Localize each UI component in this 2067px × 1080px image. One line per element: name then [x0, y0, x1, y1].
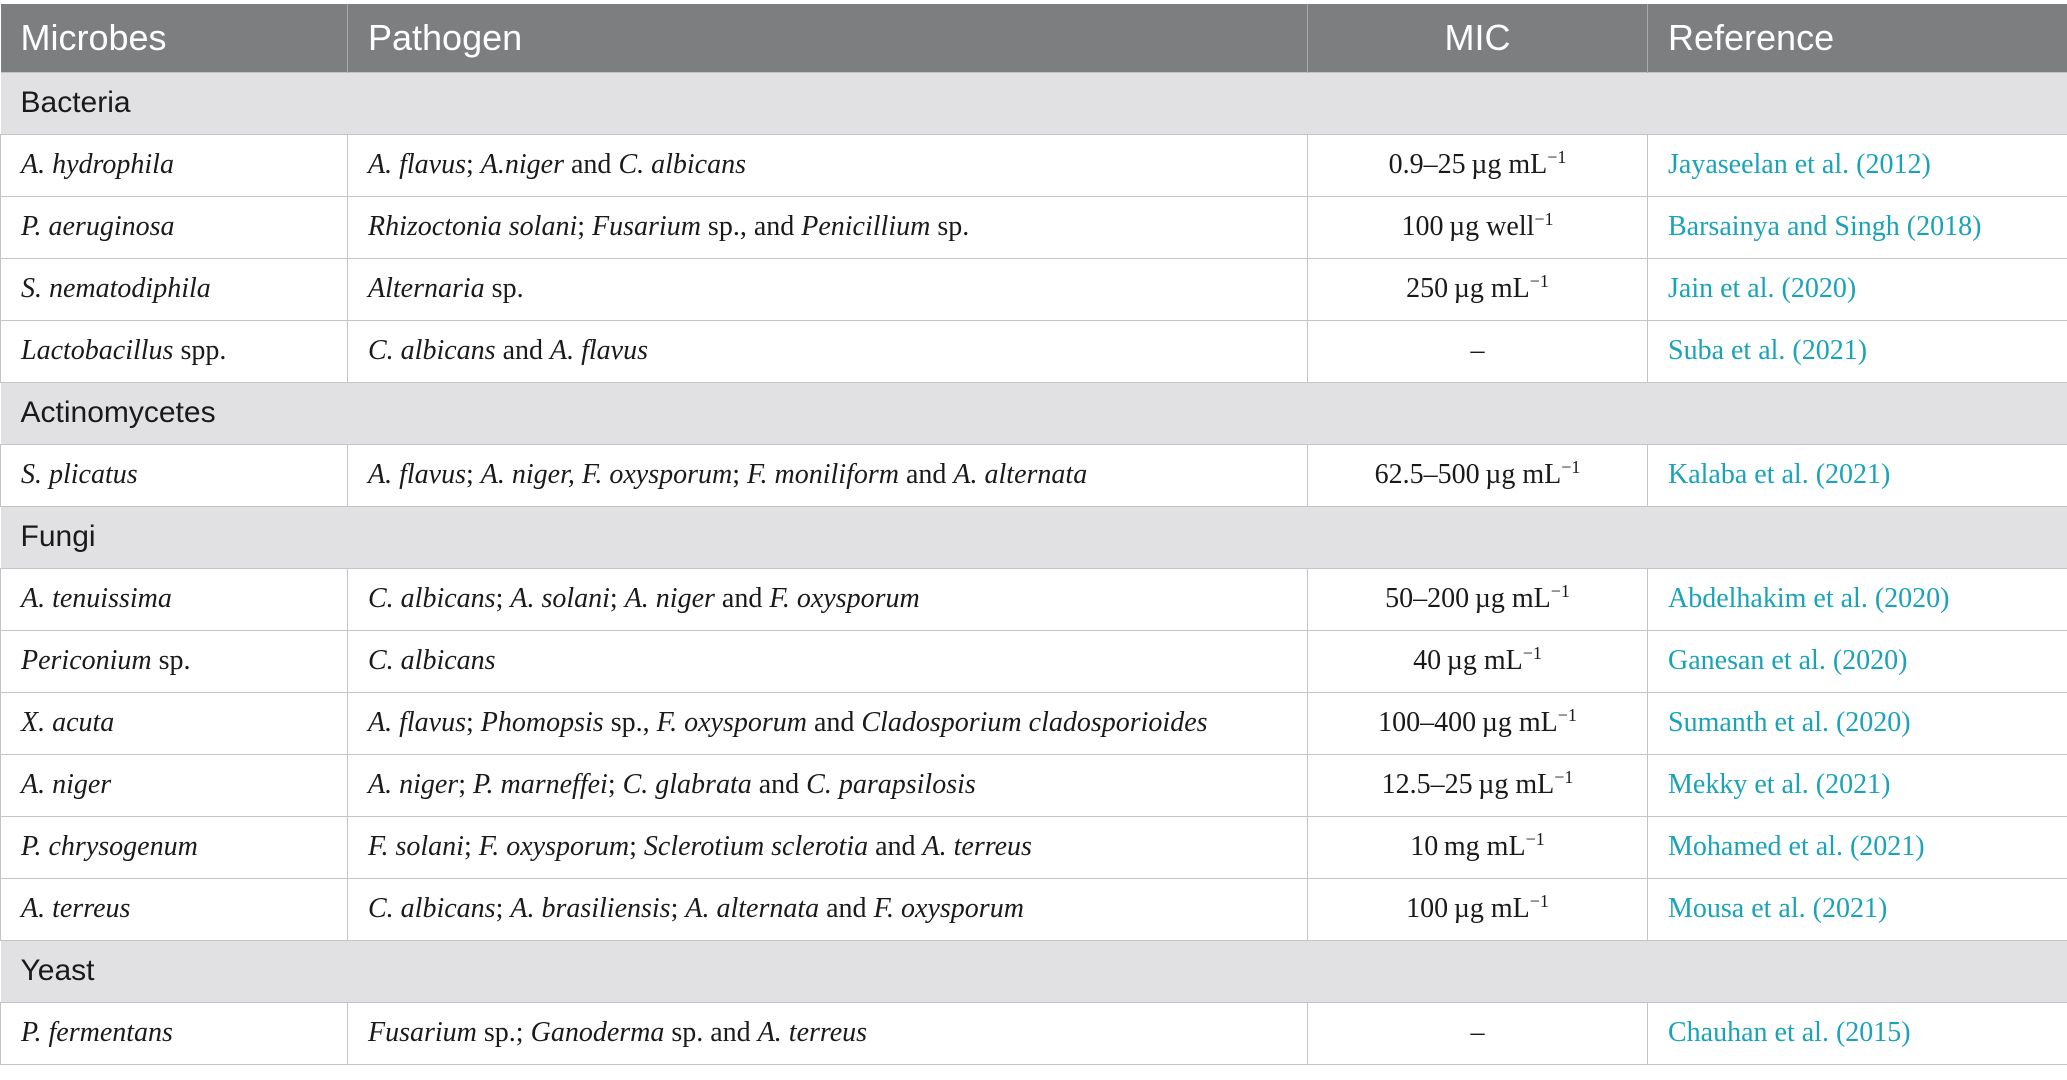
text-run: S. nematodiphila [21, 273, 211, 304]
text-run: C. albicans [368, 335, 496, 366]
pathogen-cell [348, 878, 1308, 940]
text-run: P. chrysogenum [21, 831, 198, 862]
mic-cell [1308, 878, 1648, 940]
pathogen-cell [348, 258, 1308, 320]
text-run: ; [607, 769, 623, 800]
text-run: sp. [151, 645, 191, 676]
text-run: A. terreus [757, 1017, 868, 1048]
text-run: A. niger, F. oxysporum [480, 459, 733, 490]
microbe-cell [1, 568, 348, 630]
text-run: ; [495, 893, 511, 924]
mic-cell [1308, 258, 1648, 320]
mic-unit-exponent: −1 [1529, 891, 1549, 911]
text-run: ; [466, 459, 481, 490]
pathogen-cell [348, 134, 1308, 196]
pathogen-cell [348, 196, 1308, 258]
table-row [1, 134, 2067, 196]
text-run: Sclerotium sclerotia [643, 831, 869, 862]
microbe-cell [1, 444, 348, 506]
mic-value: 62.5–500 µg mL [1374, 459, 1562, 490]
text-run: X. acuta [21, 707, 115, 738]
group-label: Yeast [1, 940, 2067, 1002]
reference-link[interactable]: Suba et al. (2021) [1648, 320, 2067, 382]
text-run: F. oxysporum [873, 893, 1024, 924]
group-row [1, 72, 2067, 134]
table-row [1, 878, 2067, 940]
microbe-cell [1, 258, 348, 320]
pathogen-cell [348, 754, 1308, 816]
text-run: P. fermentans [21, 1017, 173, 1048]
reference-link[interactable]: Sumanth et al. (2020) [1648, 692, 2067, 754]
mic-unit-exponent: −1 [1550, 581, 1570, 601]
table-row [1, 816, 2067, 878]
microbe-cell [1, 878, 348, 940]
mic-value: 100 µg well [1401, 211, 1535, 242]
text-run: A. niger [624, 583, 715, 614]
text-run: A. niger [21, 769, 112, 800]
microbe-cell [1, 630, 348, 692]
text-run: ; [577, 211, 593, 242]
text-run: and [868, 831, 923, 862]
mic-value: 250 µg mL [1406, 273, 1530, 304]
text-run: A. flavus [368, 459, 466, 490]
table-row [1, 258, 2067, 320]
pathogen-cell [348, 320, 1308, 382]
text-run: and [806, 707, 862, 738]
text-run: F. solani [368, 831, 464, 862]
text-run: F. moniliform [747, 459, 899, 490]
text-run: P. marneffei [473, 769, 608, 800]
table-row [1, 320, 2067, 382]
text-run: A. tenuissima [21, 583, 172, 614]
text-run: and [819, 893, 874, 924]
group-label: Bacteria [1, 72, 2067, 134]
pathogen-cell [348, 630, 1308, 692]
text-run: ; [495, 583, 511, 614]
mic-cell [1308, 816, 1648, 878]
text-run: sp., [603, 707, 657, 738]
table-row [1, 692, 2067, 754]
reference-link[interactable]: Abdelhakim et al. (2020) [1648, 568, 2067, 630]
text-run: ; [458, 769, 473, 800]
text-run: and [898, 459, 954, 490]
text-run: Penicillium [801, 211, 931, 242]
group-row [1, 940, 2067, 1002]
header-mic: MIC [1308, 4, 1648, 72]
text-run: A. flavus [368, 149, 466, 180]
text-run: sp.; [476, 1017, 531, 1048]
group-row [1, 506, 2067, 568]
mic-unit-exponent: −1 [1554, 767, 1574, 787]
pathogen-cell [348, 816, 1308, 878]
table-body [1, 72, 2067, 1064]
reference-link[interactable]: Mohamed et al. (2021) [1648, 816, 2067, 878]
group-label: Actinomycetes [1, 382, 2067, 444]
mic-cell [1308, 754, 1648, 816]
reference-link[interactable]: Mekky et al. (2021) [1648, 754, 2067, 816]
text-run: Periconium [21, 645, 152, 676]
table-row [1, 196, 2067, 258]
text-run: A. terreus [21, 893, 131, 924]
header-row [1, 4, 2067, 72]
text-run: C. parapsilosis [806, 769, 976, 800]
text-run: A.niger [480, 149, 564, 180]
text-run: S. plicatus [21, 459, 138, 490]
text-run: ; [609, 583, 625, 614]
text-run: C. glabrata [622, 769, 752, 800]
mic-cell [1308, 692, 1648, 754]
mic-cell [1308, 320, 1648, 382]
microbe-cell [1, 754, 348, 816]
mic-value: 100 µg mL [1406, 893, 1530, 924]
group-label: Fungi [1, 506, 2067, 568]
table-row [1, 1002, 2067, 1064]
text-run: ; [466, 149, 481, 180]
header-pathogen: Pathogen [348, 4, 1308, 72]
header-microbes: Microbes [1, 4, 348, 72]
microbe-cell [1, 1002, 348, 1064]
text-run: C. albicans [368, 645, 496, 676]
text-run: and [495, 335, 550, 366]
text-run: ; [670, 893, 686, 924]
text-run: A. niger [368, 769, 459, 800]
text-run: ; [466, 707, 481, 738]
text-run: A. flavus [550, 335, 648, 366]
text-run: and [564, 149, 619, 180]
mic-unit-exponent: −1 [1522, 643, 1542, 663]
mic-value: – [1470, 1017, 1485, 1048]
reference-link[interactable]: Jayaseelan et al. (2012) [1648, 134, 2067, 196]
group-row [1, 382, 2067, 444]
mic-value: 50–200 µg mL [1385, 583, 1551, 614]
pathogen-cell [348, 444, 1308, 506]
mic-value: 12.5–25 µg mL [1381, 769, 1555, 800]
text-run: and [751, 769, 807, 800]
text-run: A. flavus [368, 707, 466, 738]
antifungal-mic-table [0, 4, 2067, 1065]
table-row [1, 568, 2067, 630]
mic-unit-exponent: −1 [1525, 829, 1545, 849]
reference-link[interactable]: Barsainya and Singh (2018) [1648, 196, 2067, 258]
reference-link[interactable]: Ganesan et al. (2020) [1648, 630, 2067, 692]
text-run: C. albicans [368, 893, 496, 924]
text-run: Ganoderma [530, 1017, 665, 1048]
mic-value: 0.9–25 µg mL [1388, 149, 1548, 180]
microbe-cell [1, 320, 348, 382]
mic-value: – [1470, 335, 1485, 366]
mic-unit-exponent: −1 [1534, 209, 1554, 229]
text-run: ; [732, 459, 748, 490]
mic-unit-exponent: −1 [1529, 271, 1549, 291]
mic-cell [1308, 568, 1648, 630]
mic-unit-exponent: −1 [1557, 705, 1577, 725]
text-run: F. oxysporum [769, 583, 920, 614]
mic-cell [1308, 630, 1648, 692]
text-run: and [714, 583, 770, 614]
mic-value: 40 µg mL [1413, 645, 1523, 676]
table-header [1, 4, 2067, 72]
text-run: A. terreus [922, 831, 1032, 862]
text-run: A. alternata [953, 459, 1088, 490]
text-run: F. oxysporum [478, 831, 630, 862]
pathogen-cell [348, 568, 1308, 630]
pathogen-cell [348, 692, 1308, 754]
reference-link[interactable]: Jain et al. (2020) [1648, 258, 2067, 320]
text-run: Alternaria [368, 273, 485, 304]
reference-link[interactable]: Chauhan et al. (2015) [1648, 1002, 2067, 1064]
mic-value: 100–400 µg mL [1378, 707, 1558, 738]
text-run: A. solani [510, 583, 610, 614]
text-run: A. alternata [685, 893, 820, 924]
microbe-cell [1, 196, 348, 258]
text-run: C. albicans [618, 149, 746, 180]
text-run: Phomopsis [480, 707, 604, 738]
mic-unit-exponent: −1 [1547, 147, 1567, 167]
text-run: Fusarium [368, 1017, 477, 1048]
table-row [1, 630, 2067, 692]
mic-unit-exponent: −1 [1561, 457, 1581, 477]
text-run: Cladosporium cladosporioides [861, 707, 1208, 738]
text-run: Rhizoctonia solani [368, 211, 578, 242]
table-row [1, 444, 2067, 506]
reference-link[interactable]: Kalaba et al. (2021) [1648, 444, 2067, 506]
mic-value: 10 mg mL [1410, 831, 1526, 862]
table-row [1, 754, 2067, 816]
microbe-cell [1, 134, 348, 196]
microbe-cell [1, 692, 348, 754]
text-run: spp. [173, 335, 227, 366]
text-run: ; [629, 831, 644, 862]
text-run: sp. [484, 273, 524, 304]
reference-link[interactable]: Mousa et al. (2021) [1648, 878, 2067, 940]
microbe-cell [1, 816, 348, 878]
mic-cell [1308, 196, 1648, 258]
text-run: sp., and [700, 211, 802, 242]
header-reference: Reference [1648, 4, 2067, 72]
mic-cell [1308, 134, 1648, 196]
text-run: Fusarium [592, 211, 701, 242]
text-run: F. oxysporum [656, 707, 807, 738]
text-run: A. hydrophila [21, 149, 174, 180]
mic-cell [1308, 444, 1648, 506]
pathogen-cell [348, 1002, 1308, 1064]
text-run: C. albicans [368, 583, 496, 614]
text-run: Lactobacillus [21, 335, 174, 366]
text-run: ; [463, 831, 479, 862]
text-run: P. aeruginosa [21, 211, 175, 242]
mic-cell [1308, 1002, 1648, 1064]
text-run: sp. [930, 211, 970, 242]
text-run: A. brasiliensis [510, 893, 671, 924]
text-run: sp. and [664, 1017, 758, 1048]
